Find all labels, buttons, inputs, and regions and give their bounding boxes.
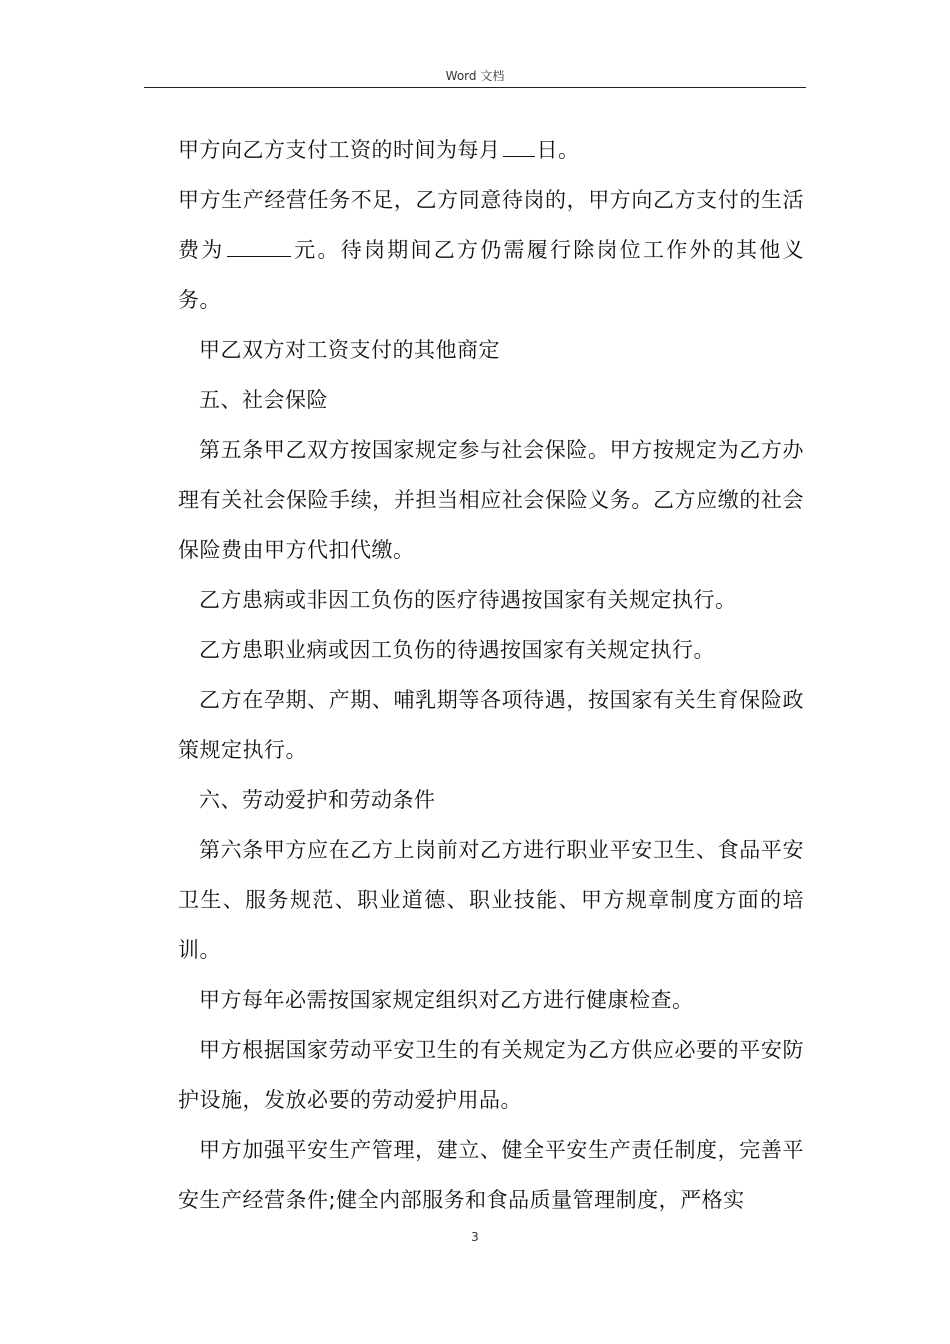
paragraph: 第五条甲乙双方按国家规定参与社会保险。甲方按规定为乙方办理有关社会保险手续，并担当相应社会保险义务。乙方应缴的社会保险费由甲方代扣代缴。 [178, 438, 804, 562]
paragraph-text: 日。 [536, 138, 580, 162]
document-body [178, 125, 804, 1225]
paragraph-text: 元。待岗期间乙方仍需履行除岗位工作外的其他义务。 [178, 238, 804, 312]
header-divider [144, 87, 806, 88]
page-number: 3 [471, 1230, 479, 1244]
paragraph: 甲方每年必需按国家规定组织对乙方进行健康检查。 [199, 988, 694, 1012]
paragraph: 乙方患职业病或因工负伤的待遇按国家有关规定执行。 [199, 638, 715, 662]
paragraph: 第六条甲方应在乙方上岗前对乙方进行职业平安卫生、食品平安卫生、服务规范、职业道德、职业技能、甲方规章制度方面的培训。 [178, 838, 804, 962]
fill-in-blank [503, 132, 535, 157]
paragraph: 乙方在孕期、产期、哺乳期等各项待遇，按国家有关生育保险政策规定执行。 [178, 688, 804, 762]
paragraph-text: 甲方向乙方支付工资的时间为每月 [178, 138, 501, 162]
paragraph: 乙方患病或非因工负伤的医疗待遇按国家有关规定执行。 [199, 588, 737, 612]
paragraph: 甲方根据国家劳动平安卫生的有关规定为乙方供应必要的平安防护设施，发放必要的劳动爱护用品。 [178, 1038, 804, 1112]
paragraph-standby-allowance [178, 175, 804, 325]
section-heading: 六、劳动爱护和劳动条件 [199, 788, 436, 812]
paragraph: 甲方加强平安生产管理，建立、健全平安生产责任制度，完善平安生产经营条件;健全内部服务和食品质量管理制度，严格实 [178, 1138, 804, 1212]
section-heading: 五、社会保险 [199, 388, 328, 412]
page-header-title: Word 文档 [445, 69, 505, 83]
paragraph-text: 甲方生产经营任务不足，乙方同意待岗的，甲方向乙方支付的生活费为 [178, 188, 804, 262]
paragraph-pay-date [178, 125, 804, 175]
paragraph: 甲乙双方对工资支付的其他商定 [199, 338, 500, 362]
fill-in-blank [227, 232, 291, 257]
